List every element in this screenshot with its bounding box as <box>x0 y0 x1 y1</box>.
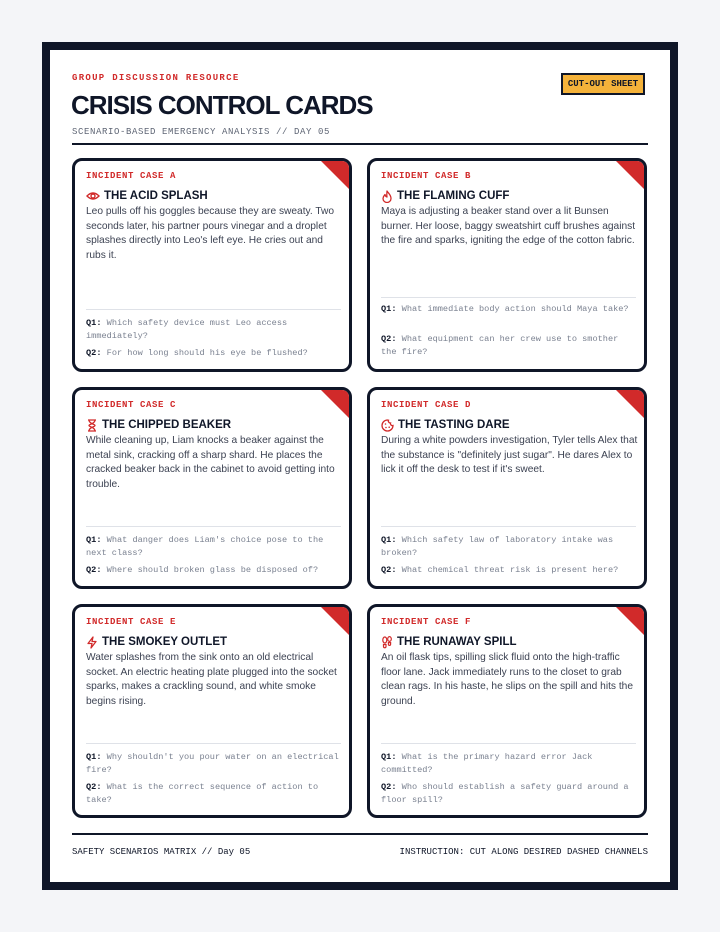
corner-flag <box>615 160 645 190</box>
question-divider <box>381 743 636 744</box>
question-divider <box>381 297 636 298</box>
eye-icon <box>86 190 100 202</box>
case-story: While cleaning up, Liam knocks a beaker against the metal sink, cracking off a sharp shard. He places the cracked beaker back in the cabinet to avoid getting into trouble. <box>86 435 335 490</box>
question-1: Q1: What is the primary hazard error Jack committed? <box>381 752 593 775</box>
case-title: THE RUNAWAY SPILL <box>397 636 517 648</box>
lightning-icon <box>86 636 98 649</box>
footer-divider <box>72 833 648 835</box>
case-title: THE SMOKEY OUTLET <box>102 636 228 648</box>
case-heading <box>381 634 517 650</box>
flame-icon <box>381 190 393 203</box>
question-divider <box>86 743 341 744</box>
question-1: Q1: Why shouldn't you pour water on an electrical fire? <box>86 752 339 775</box>
case-title: THE ACID SPLASH <box>104 190 208 202</box>
case-title: THE CHIPPED BEAKER <box>102 419 232 431</box>
case-story: Leo pulls off his goggles because they are sweaty. Two seconds later, his partner pours vinegar and a droplet splashes directly into Leo's left eye. He cries out and rubs it. <box>86 206 335 261</box>
question-2: Q2: Where should broken glass be disposed of? <box>86 565 319 575</box>
case-label: INCIDENT CASE A <box>86 171 177 181</box>
cookie-icon <box>381 419 394 432</box>
incident-card-c <box>72 387 352 589</box>
case-heading <box>86 188 208 204</box>
worksheet-page <box>42 42 678 890</box>
corner-flag <box>320 606 350 636</box>
corner-flag <box>320 389 350 419</box>
question-1: Q1: What danger does Liam's choice pose to the next class? <box>86 535 324 558</box>
corner-flag <box>320 160 350 190</box>
case-label: INCIDENT CASE E <box>86 617 177 627</box>
case-label: INCIDENT CASE C <box>86 400 177 410</box>
hourglass-icon <box>86 419 98 432</box>
case-heading <box>381 188 509 204</box>
header-kicker: GROUP DISCUSSION RESOURCE <box>72 73 240 83</box>
incident-card-f <box>367 604 647 818</box>
question-divider <box>86 309 341 310</box>
header-divider <box>72 143 648 145</box>
footer-left: SAFETY SCENARIOS MATRIX // Day 05 <box>72 847 251 857</box>
incident-card-d <box>367 387 647 589</box>
question-1: Q1: Which safety device must Leo access immediately? <box>86 318 288 341</box>
case-heading <box>86 634 227 650</box>
incident-card-e <box>72 604 352 818</box>
case-story: Water splashes from the sink onto an old electrical socket. An electric heating plate plugged into the socket sparks, makes a crackling sound, and white smoke begins rising. <box>86 652 337 707</box>
question-2: Q2: What chemical threat risk is present here? <box>381 565 619 575</box>
question-2: Q2: Who should establish a safety guard around a floor spill? <box>381 782 629 805</box>
question-2: Q2: For how long should his eye be flushed? <box>86 348 308 358</box>
question-1: Q1: What immediate body action should Maya take? <box>381 304 629 314</box>
case-story: An oil flask tips, spilling slick fluid onto the high-traffic floor lane. Jack immediately runs to the closet to grab clean rags. In his haste, he slips on the spill and hits the ground. <box>381 652 634 707</box>
incident-card-a <box>72 158 352 372</box>
question-2: Q2: What is the correct sequence of action to take? <box>86 782 319 805</box>
case-story: During a white powders investigation, Tyler tells Alex that the substance is "definitely just sugar". He dares Alex to lick it off the desk to test if it's sweet. <box>381 435 638 476</box>
case-label: INCIDENT CASE B <box>381 171 472 181</box>
footprints-icon <box>381 636 393 649</box>
case-label: INCIDENT CASE F <box>381 617 472 627</box>
question-divider <box>86 526 341 527</box>
case-story: Maya is adjusting a beaker stand over a lit Bunsen burner. Her loose, baggy sweatshirt cuff brushes against the fire and sparks, igniting the edge of the cotton fabric. <box>381 206 636 247</box>
case-heading <box>381 417 510 433</box>
cut-out-badge: CUT-OUT SHEET <box>561 73 645 95</box>
case-heading <box>86 417 231 433</box>
case-title: THE TASTING DARE <box>398 419 510 431</box>
question-divider <box>381 526 636 527</box>
incident-card-b <box>367 158 647 372</box>
case-title: THE FLAMING CUFF <box>397 190 510 202</box>
corner-flag <box>615 606 645 636</box>
corner-flag <box>615 389 645 419</box>
question-2: Q2: What equipment can her crew use to smother the fire? <box>381 334 619 357</box>
case-label: INCIDENT CASE D <box>381 400 472 410</box>
page-title: CRISIS CONTROL CARDS <box>71 90 373 120</box>
page-subtitle: SCENARIO-BASED EMERGENCY ANALYSIS // DAY 05 <box>72 127 331 137</box>
question-1: Q1: Which safety law of laboratory intake was broken? <box>381 535 614 558</box>
footer-instruction: INSTRUCTION: CUT ALONG DESIRED DASHED CHANNELS <box>399 847 648 857</box>
